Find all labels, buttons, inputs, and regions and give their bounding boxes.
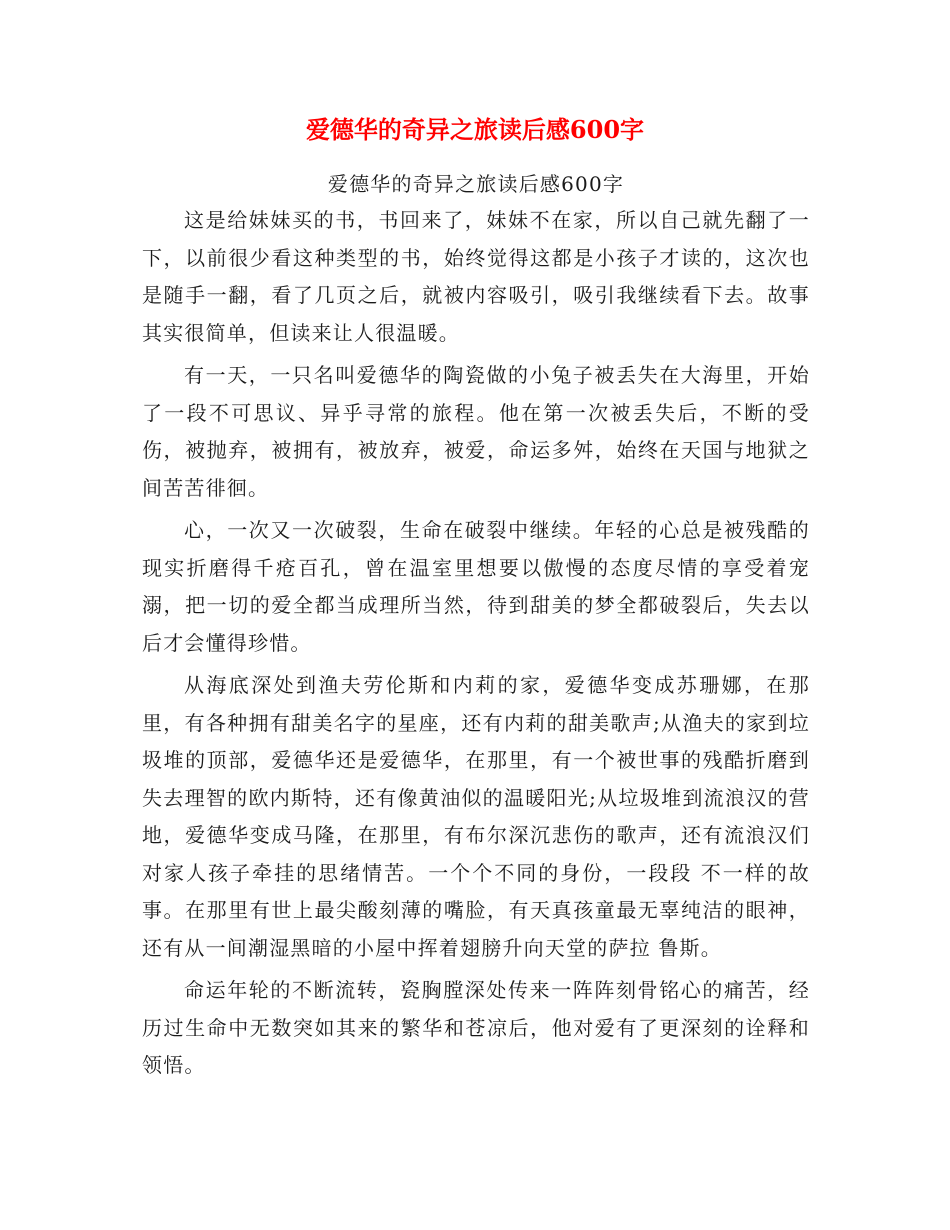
paragraph: 这是给妹妹买的书，书回来了，妹妹不在家，所以自己就先翻了一下，以前很少看这种类型的书，始终觉得这都是小孩子才读的，这次也是随手一翻，看了几页之后，就被内容吸引，吸引我继续看下去。故事其实很简单，但读来让人很温暖。: [142, 208, 810, 345]
document-title: 爱德华的奇异之旅读后感600字: [305, 115, 645, 144]
document-body: [142, 168, 810, 1090]
paragraph: 有一天，一只名叫爱德华的陶瓷做的小兔子被丢失在大海里，开始了一段不可思议、异乎寻常的旅程。他在第一次被丢失后，不断的受伤，被抛弃，被拥有，被放弃，被爱，命运多舛，始终在天国与地狱之间苦苦徘徊。: [142, 363, 810, 500]
paragraph: 命运年轮的不断流转，瓷胸膛深处传来一阵阵刻骨铭心的痛苦，经历过生命中无数突如其来的繁华和苍凉后，他对爱有了更深刻的诠释和领悟。: [142, 978, 810, 1077]
paragraph: 从海底深处到渔夫劳伦斯和内莉的家，爱德华变成苏珊娜，在那里，有各种拥有甜美名字的星座，还有内莉的甜美歌声;从渔夫的家到垃圾堆的顶部，爱德华还是爱德华，在那里，有一个被世事的残酷折磨到失去理智的欧内斯特，还有像黄油似的温暖阳光;从垃圾堆到流浪汉的营地，爱德华变成马隆，在那里，有布尔深沉悲伤的歌声，还有流浪汉们对家人孩子牵挂的思绪情苦。一个个不同的身份，一段段 不一样的故事。在那里有世上最尖酸刻薄的嘴脸，有天真孩童最无辜纯洁的眼神，还有从一间潮湿黑暗的小屋中挥着翅膀升向天堂的萨拉 鲁斯。: [142, 673, 810, 960]
document-subtitle: 爱德华的奇异之旅读后感600字: [327, 172, 625, 196]
paragraph: 心，一次又一次破裂，生命在破裂中继续。年轻的心总是被残酷的现实折磨得千疮百孔，曾在温室里想要以傲慢的态度尽情的享受着宠溺，把一切的爱全都当成理所当然，待到甜美的梦全都破裂后，失去以后才会懂得珍惜。: [142, 518, 810, 655]
